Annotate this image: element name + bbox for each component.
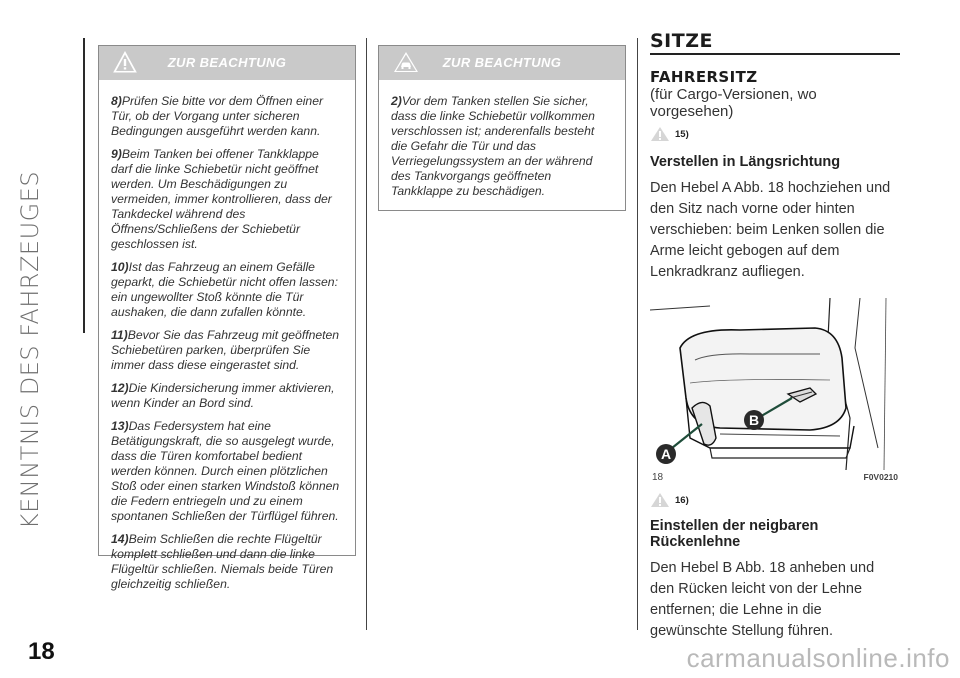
- warning-item-text: Bevor Sie das Fahrzeug mit geöffneten Schiebetüren parken, überprüfen Sie immer dass diese eingerastet sind.: [111, 328, 340, 372]
- warning-item-text: Die Kindersicherung immer aktivieren, wenn Kinder an Bord sind.: [111, 381, 335, 410]
- column-divider-1: [366, 38, 367, 630]
- reference-15: [650, 126, 900, 142]
- warning-item-text: Beim Schließen die rechte Flügeltür komplett schließen und dann die linke Flügeltür schließen. Niemals beide Türen gleichzeitig schließen.: [111, 532, 334, 591]
- warning-item-text: Vor dem Tanken stellen Sie sicher, dass die linke Schiebetür vollkommen verschlossen ist; anderenfalls besteht die Gefahr die Tür und das Verriegelungssystem an der während des Tankvorgangs geöffneten Tankklappe zu beschädigen.: [391, 94, 595, 198]
- warning-header: [99, 46, 355, 80]
- warning-item-number: 11): [111, 328, 128, 342]
- warning-header: [379, 46, 625, 80]
- reference-number: 16): [675, 494, 689, 506]
- warning-item: [391, 94, 613, 199]
- warning-list: [379, 80, 625, 219]
- reference-number: 15): [675, 128, 689, 140]
- warning-list: [99, 80, 355, 612]
- warning-triangle-icon: [650, 126, 670, 142]
- warning-item-text: Beim Tanken bei offener Tankklappe darf die linke Schiebetür nicht geöffnet werden. Um Beschädigungen zu vermeiden, immer kontrollieren, dass der Tankdeckel während des Öffnens/Schließens der Schiebetür geschlossen ist.: [111, 147, 332, 251]
- heading-backrest: Einstellen der neigbaren Rückenlehne: [650, 518, 819, 550]
- figure-code: F0V0210: [863, 472, 898, 482]
- label-a: A: [660, 446, 672, 462]
- figure-18: [650, 298, 900, 488]
- warning-item-text: Prüfen Sie bitte vor dem Öffnen einer Tür, ob der Vorgang unter sicheren Bedingungen ausgeführt werden kann.: [111, 94, 324, 138]
- label-b: B: [748, 412, 760, 428]
- watermark: carmanualsonline.info: [686, 643, 950, 673]
- reference-16: [650, 492, 900, 508]
- subsection-note: (für Cargo-Versionen, wo vorgesehen): [650, 86, 817, 120]
- warning-item-number: 13): [111, 419, 129, 433]
- side-chapter-title: KENNTNIS DES FAHRZEUGES: [16, 170, 44, 530]
- warning-title: ZUR BEACHTUNG: [442, 55, 562, 70]
- warning-item-number: 10): [111, 260, 129, 274]
- warning-box-doors: [98, 45, 356, 591]
- heading-longitudinal: Verstellen in Längsrichtung: [650, 154, 841, 170]
- figure-caption: [650, 472, 900, 483]
- warning-item: [111, 94, 343, 139]
- warning-item: [111, 532, 343, 592]
- warning-triangle-icon: [650, 492, 670, 508]
- warning-item: [111, 147, 343, 252]
- column-divider-2: [637, 38, 638, 630]
- paragraph-longitudinal: Den Hebel A Abb. 18 hochziehen und den Sitz nach vorne oder hinten verschieben: beim Lenken sollen die Arme leicht gebogen auf dem Lenkradkranz aufliegen.: [650, 180, 891, 280]
- warning-item-text: Das Federsystem hat eine Betätigungskraft, die so ausgelegt wurde, dass die Türen komfortabel bedient werden können. Durch einen plötzlichen Stoß oder einen starken Windstoß können die Federn entriegeln und zu einem spontanen Schließen der Türflügel führen.: [111, 419, 340, 523]
- warning-item-number: 12): [111, 381, 129, 395]
- warning-item: [111, 260, 343, 320]
- figure-number: 18: [652, 472, 664, 483]
- seat-illustration: [650, 298, 900, 470]
- warning-item-number: 14): [111, 532, 129, 546]
- warning-title: ZUR BEACHTUNG: [167, 55, 287, 70]
- page-number: 18: [28, 638, 55, 665]
- warning-item: [111, 381, 343, 411]
- warning-item: [111, 328, 343, 373]
- warning-item-number: 2): [391, 94, 402, 108]
- seat-section: [650, 30, 900, 642]
- section-title: SITZE: [650, 30, 900, 55]
- paragraph-backrest: Den Hebel B Abb. 18 anheben und den Rücken leicht von der Lehne entfernen; die Lehne in die gewünschte Stellung führen.: [650, 560, 875, 639]
- warning-item-number: 9): [111, 147, 122, 161]
- side-rule: [83, 38, 85, 333]
- warning-box-refuel: [378, 45, 626, 211]
- warning-item: [111, 419, 343, 524]
- subsection-title: FAHRERSITZ: [650, 68, 758, 86]
- warning-item-number: 8): [111, 94, 122, 108]
- warning-item-text: Ist das Fahrzeug an einem Gefälle geparkt, die Schiebetür nicht offen lassen: ein ungewollter Stoß könnte die Tür aushaken, die dann zufallen könnte.: [111, 260, 338, 319]
